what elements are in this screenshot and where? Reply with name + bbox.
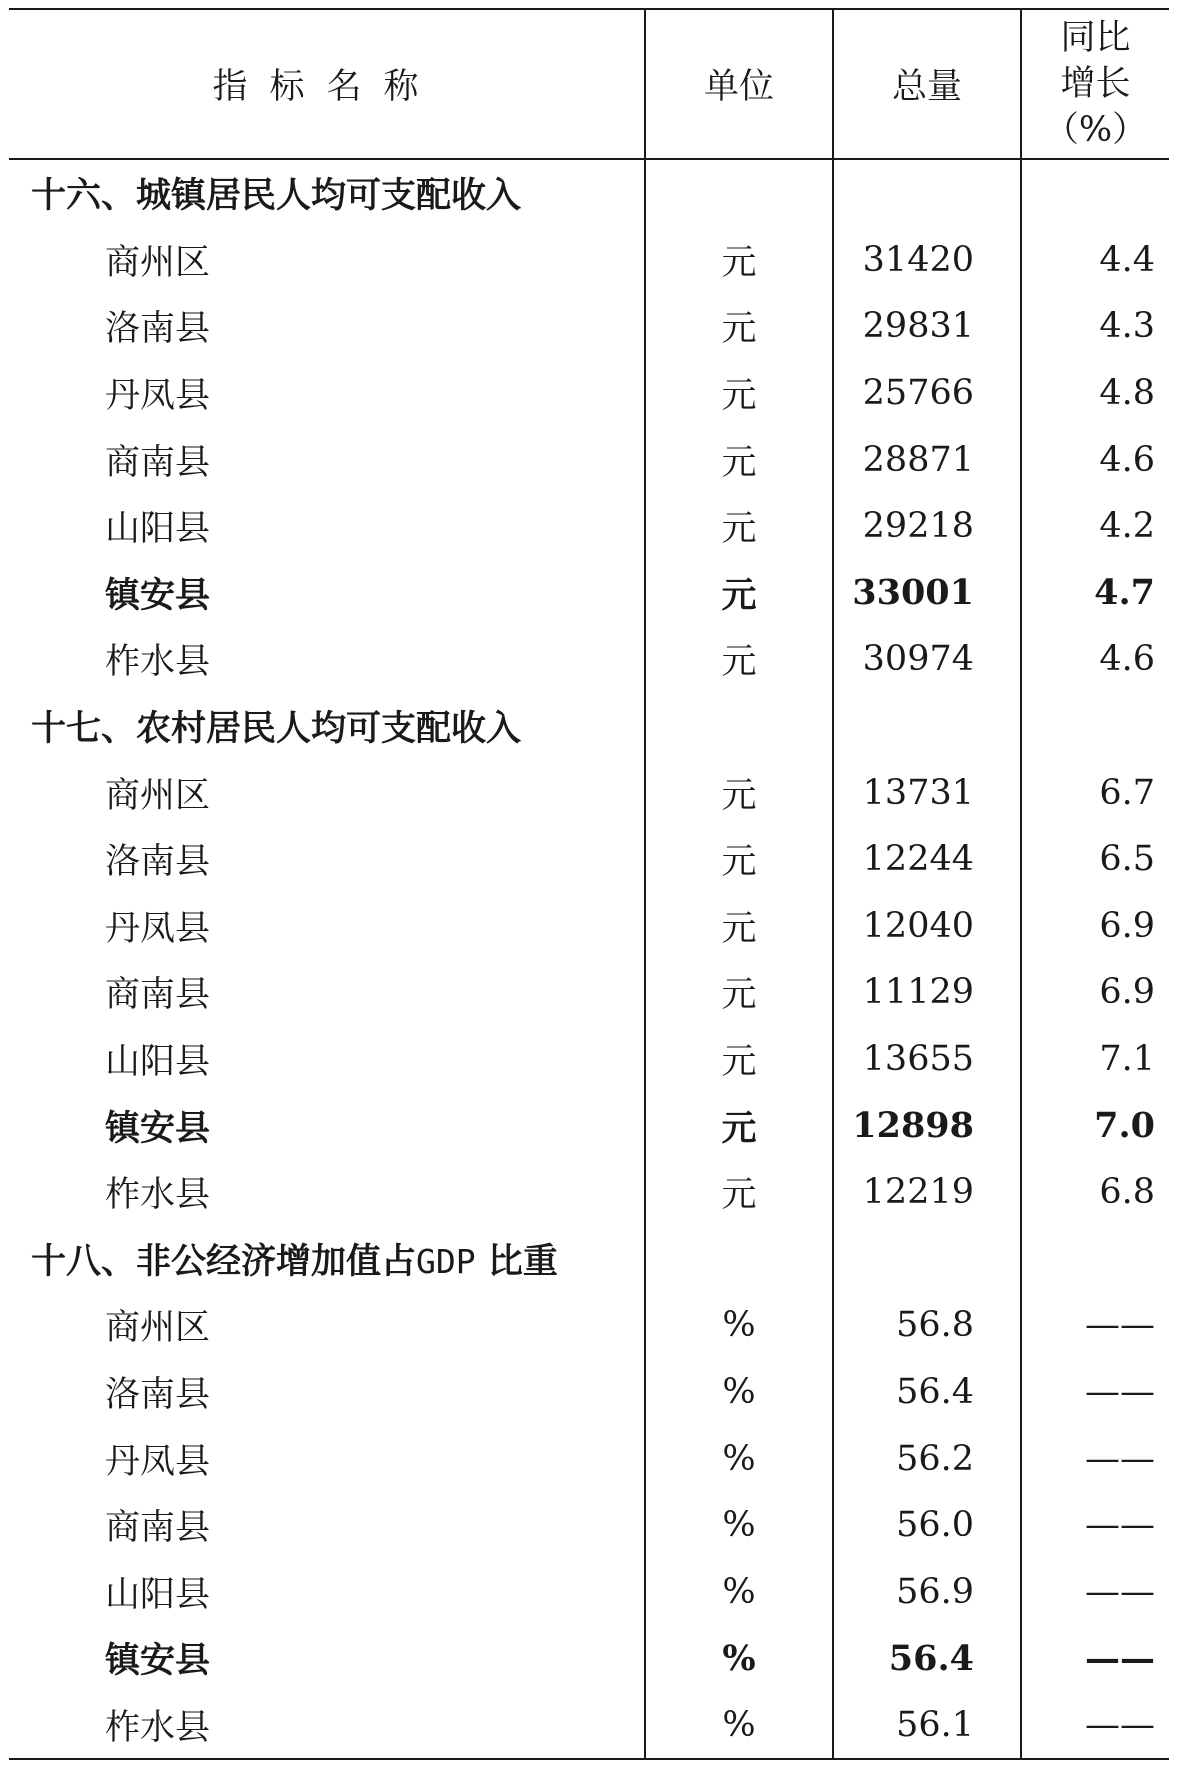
section-title: 十六、城镇居民人均可支配收入: [31, 175, 522, 217]
section-row: [9, 159, 1169, 227]
row-unit: %: [645, 1625, 833, 1692]
row-total: 29831: [833, 293, 1021, 360]
row-unit: 元: [645, 626, 833, 693]
header-total: 总量: [833, 9, 1021, 159]
section-title: [9, 1226, 645, 1293]
row-name: 丹凤县: [105, 1441, 211, 1482]
section-title-part1: 十八、非公经济增加值占: [31, 1240, 417, 1282]
row-growth: 4.8: [1021, 360, 1169, 427]
row-unit: 元: [645, 360, 833, 427]
row-name: 丹凤县: [105, 376, 211, 417]
table-row: [9, 227, 1169, 294]
row-growth: ——: [1021, 1558, 1169, 1625]
row-total: 30974: [833, 626, 1021, 693]
table-row-highlighted: [9, 1092, 1169, 1159]
table-row: [9, 1159, 1169, 1226]
row-name: 山阳县: [105, 1042, 211, 1083]
row-total: 31420: [833, 227, 1021, 294]
row-total: 12898: [833, 1092, 1021, 1159]
row-unit: 元: [645, 759, 833, 826]
row-growth: 6.7: [1021, 759, 1169, 826]
row-unit: %: [645, 1558, 833, 1625]
table-row: [9, 1026, 1169, 1093]
row-total: 28871: [833, 426, 1021, 493]
row-name: 洛南县: [105, 309, 211, 350]
row-total: 12040: [833, 893, 1021, 960]
row-growth: 4.6: [1021, 626, 1169, 693]
row-unit: 元: [645, 1026, 833, 1093]
row-growth: ——: [1021, 1692, 1169, 1760]
statistics-table: [9, 8, 1169, 1760]
table-row: [9, 1558, 1169, 1625]
row-growth: ——: [1021, 1492, 1169, 1559]
row-total: 56.1: [833, 1692, 1021, 1760]
section-row: [9, 1226, 1169, 1293]
row-name: 洛南县: [105, 842, 211, 883]
row-growth: ——: [1021, 1359, 1169, 1426]
table-row: [9, 1692, 1169, 1760]
row-name: 商南县: [105, 975, 211, 1016]
row-growth: 4.4: [1021, 227, 1169, 294]
row-total: 56.4: [833, 1625, 1021, 1692]
row-name: 镇安县: [105, 1107, 211, 1149]
row-unit: 元: [645, 560, 833, 627]
row-growth: ——: [1021, 1625, 1169, 1692]
row-unit: %: [645, 1492, 833, 1559]
table-row: [9, 1425, 1169, 1492]
row-total: 56.2: [833, 1425, 1021, 1492]
row-growth: 6.9: [1021, 959, 1169, 1026]
row-total: 29218: [833, 493, 1021, 560]
row-growth: 6.9: [1021, 893, 1169, 960]
table-row-highlighted: [9, 560, 1169, 627]
row-name: 商州区: [105, 775, 211, 816]
row-total: 13731: [833, 759, 1021, 826]
row-name: 镇安县: [105, 574, 211, 616]
row-total: 56.8: [833, 1292, 1021, 1359]
row-total: 11129: [833, 959, 1021, 1026]
table-row: [9, 826, 1169, 893]
row-name: 洛南县: [105, 1374, 211, 1415]
header-unit: 单位: [645, 9, 833, 159]
row-growth: 4.2: [1021, 493, 1169, 560]
table-header: [9, 9, 1169, 159]
row-total: 33001: [833, 560, 1021, 627]
row-unit: %: [645, 1359, 833, 1426]
row-name: 柞水县: [105, 1175, 211, 1216]
row-name: 商州区: [105, 1308, 211, 1349]
row-growth: 6.8: [1021, 1159, 1169, 1226]
header-growth-line2: 增长: [1060, 64, 1131, 104]
table-row: [9, 1292, 1169, 1359]
row-growth: 4.6: [1021, 426, 1169, 493]
row-growth: ——: [1021, 1425, 1169, 1492]
section-title: 十七、农村居民人均可支配收入: [31, 708, 522, 750]
row-name: 丹凤县: [105, 908, 211, 949]
row-unit: 元: [645, 1092, 833, 1159]
row-unit: 元: [645, 293, 833, 360]
row-unit: %: [645, 1692, 833, 1760]
table-row: [9, 1492, 1169, 1559]
header-growth-line3: （%）: [1043, 110, 1148, 150]
table-row: [9, 626, 1169, 693]
table-row: [9, 1359, 1169, 1426]
row-total: 12244: [833, 826, 1021, 893]
table-row: [9, 493, 1169, 560]
header-indicator-name: 指标名称: [212, 67, 441, 107]
table-row: [9, 759, 1169, 826]
row-growth: 7.0: [1021, 1092, 1169, 1159]
row-unit: 元: [645, 493, 833, 560]
row-unit: 元: [645, 959, 833, 1026]
table-row: [9, 893, 1169, 960]
row-total: 56.9: [833, 1558, 1021, 1625]
row-name: 山阳县: [105, 1574, 211, 1615]
row-total: 25766: [833, 360, 1021, 427]
section-title-part3: 比重: [487, 1240, 558, 1282]
row-name: 商州区: [105, 242, 211, 283]
row-unit: 元: [645, 426, 833, 493]
row-name: 柞水县: [105, 1707, 211, 1748]
header-growth: [1021, 9, 1169, 159]
row-unit: %: [645, 1425, 833, 1492]
row-growth: 4.7: [1021, 560, 1169, 627]
row-total: 13655: [833, 1026, 1021, 1093]
row-name: 山阳县: [105, 509, 211, 550]
table-row: [9, 293, 1169, 360]
row-name: 商南县: [105, 442, 211, 483]
row-name: 柞水县: [105, 642, 211, 683]
row-unit: %: [645, 1292, 833, 1359]
row-growth: 6.5: [1021, 826, 1169, 893]
row-growth: 7.1: [1021, 1026, 1169, 1093]
row-unit: 元: [645, 893, 833, 960]
table-row-highlighted: [9, 1625, 1169, 1692]
table-row: [9, 959, 1169, 1026]
row-growth: 4.3: [1021, 293, 1169, 360]
row-unit: 元: [645, 826, 833, 893]
row-unit: 元: [645, 1159, 833, 1226]
header-growth-line1: 同比: [1060, 18, 1131, 58]
section-row: [9, 693, 1169, 760]
table-row: [9, 360, 1169, 427]
section-title-gdp: GDP: [416, 1241, 476, 1281]
row-name: 镇安县: [105, 1640, 211, 1682]
row-growth: ——: [1021, 1292, 1169, 1359]
row-total: 56.4: [833, 1359, 1021, 1426]
row-total: 12219: [833, 1159, 1021, 1226]
table-body: [9, 159, 1169, 1759]
row-name: 商南县: [105, 1508, 211, 1549]
table-row: [9, 426, 1169, 493]
row-total: 56.0: [833, 1492, 1021, 1559]
row-unit: 元: [645, 227, 833, 294]
